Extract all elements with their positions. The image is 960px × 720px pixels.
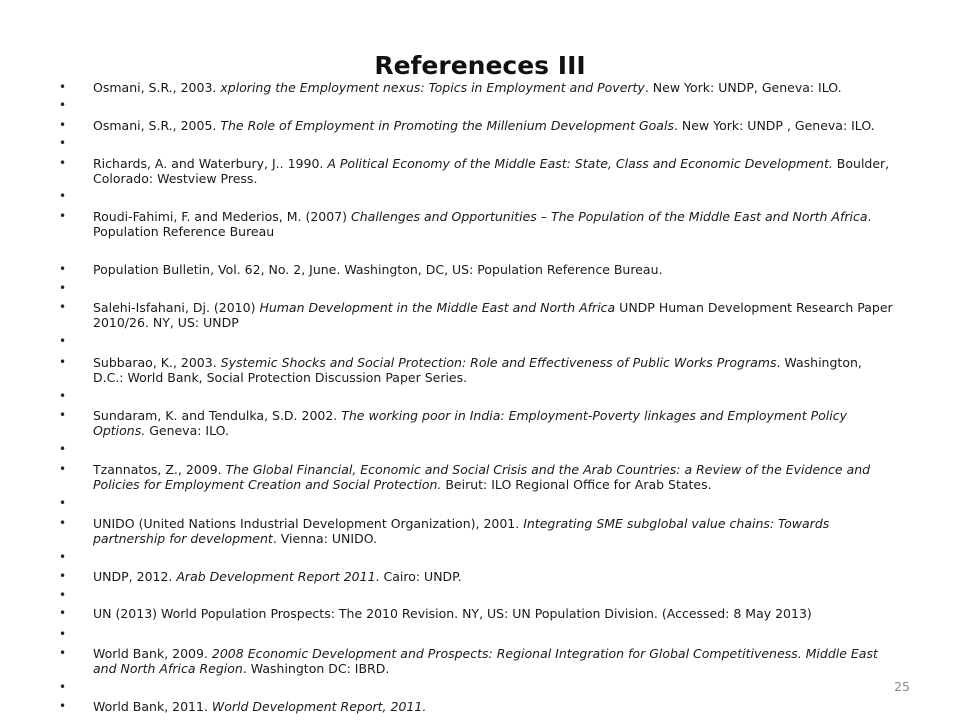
- reference-text: UNDP Human Development Research Paper 2010/26. NY, US: UNDP: [93, 300, 893, 330]
- reference-title: The Global Financial, Economic and Social Crisis and the Arab Countries: a Review of the Evidence and Policies for Employment Creation and Social Protection.: [93, 462, 871, 492]
- reference-item: [93, 408, 893, 438]
- reference-text: . Population Reference Bureau: [93, 209, 872, 239]
- reference-item: [93, 209, 893, 239]
- empty-bullet: [93, 281, 893, 296]
- empty-bullet: [93, 334, 893, 349]
- empty-bullet: [93, 442, 893, 457]
- reference-text: Sundaram, K. and Tendulka, S.D. 2002.: [93, 408, 342, 423]
- page-number: 25: [894, 679, 910, 694]
- empty-bullet: [93, 588, 893, 603]
- reference-item: [93, 156, 893, 186]
- reference-item: [93, 262, 893, 277]
- reference-text: . Washington, D.C.: World Bank, Social Protection Discussion Paper Series.: [93, 355, 862, 385]
- reference-text: UNDP, 2012.: [93, 569, 177, 584]
- reference-title: 2008 Economic Development and Prospects: Regional Integration for Global Competitiveness. Middle East and North Africa Region: [93, 646, 878, 676]
- reference-text: Richards, A. and Waterbury, J.. 1990.: [93, 156, 328, 171]
- reference-item: [93, 606, 893, 621]
- reference-item: [93, 300, 893, 330]
- reference-text: Population Bulletin, Vol. 62, No. 2, June. Washington, DC, US: Population Reference Bureau.: [93, 262, 663, 277]
- reference-text: World Bank, 2009.: [93, 646, 212, 661]
- reference-text: . Washington DC: IBRD.: [242, 661, 390, 676]
- reference-text: Osmani, S.R., 2005.: [93, 118, 221, 133]
- reference-text: . New York: UNDP, Geneva: ILO.: [644, 80, 842, 95]
- reference-text: World Bank, 2011.: [93, 699, 212, 714]
- reference-title: Integrating SME subglobal value chains: Towards partnership for development: [93, 516, 830, 546]
- empty-bullet: [93, 496, 893, 511]
- reference-title: Challenges and Opportunities – The Population of the Middle East and North Africa: [351, 209, 868, 224]
- reference-item: [93, 516, 893, 546]
- reference-text: Geneva: ILO.: [145, 423, 229, 438]
- reference-text: UN (2013) World Population Prospects: The 2010 Revision. NY, US: UN Population Division. (Accessed: 8 May 2013): [93, 606, 812, 621]
- reference-title: World Development Report, 2011.: [211, 699, 427, 714]
- empty-bullet: [93, 189, 893, 204]
- reference-text: UNIDO (United Nations Industrial Development Organization), 2001.: [93, 516, 524, 531]
- reference-text: . New York: UNDP , Geneva: ILO.: [673, 118, 875, 133]
- reference-title: xploring the Employment nexus: Topics in Employment and Poverty: [220, 80, 645, 95]
- reference-item: [93, 355, 893, 385]
- reference-item: [93, 80, 893, 95]
- empty-bullet: [93, 550, 893, 565]
- reference-text: . Cairo: UNDP.: [375, 569, 462, 584]
- empty-bullet: [93, 627, 893, 642]
- reference-text: Boulder, Colorado: Westview Press.: [93, 156, 890, 186]
- reference-text: Osmani, S.R., 2003.: [93, 80, 221, 95]
- reference-item: [93, 699, 893, 714]
- slide-title: Refereneces III: [374, 50, 586, 80]
- reference-text: Subbarao, K., 2003.: [93, 355, 221, 370]
- empty-bullet: [93, 680, 893, 695]
- reference-item: [93, 462, 893, 492]
- reference-title: The working poor in India: Employment-Poverty linkages and Employment Policy Options.: [93, 408, 847, 438]
- reference-item: [93, 118, 893, 133]
- reference-text: . Vienna: UNIDO.: [272, 531, 378, 546]
- reference-item: [93, 569, 893, 584]
- reference-title: A Political Economy of the Middle East: State, Class and Economic Development.: [327, 156, 833, 171]
- reference-text: Beirut: ILO Regional Office for Arab States.: [441, 477, 712, 492]
- reference-item: [93, 646, 893, 676]
- reference-text: Roudi-Fahimi, F. and Mederios, M. (2007): [93, 209, 352, 224]
- reference-title: Arab Development Report 2011: [176, 569, 376, 584]
- empty-bullet: [93, 98, 893, 113]
- reference-title: Systemic Shocks and Social Protection: Role and Effectiveness of Public Works Programs: [220, 355, 777, 370]
- reference-text: Salehi-Isfahani, Dj. (2010): [93, 300, 260, 315]
- empty-bullet: [93, 389, 893, 404]
- reference-title: Human Development in the Middle East and North Africa: [259, 300, 616, 315]
- reference-title: The Role of Employment in Promoting the Millenium Development Goals: [220, 118, 674, 133]
- empty-bullet: [93, 136, 893, 151]
- reference-text: Tzannatos, Z., 2009.: [93, 462, 226, 477]
